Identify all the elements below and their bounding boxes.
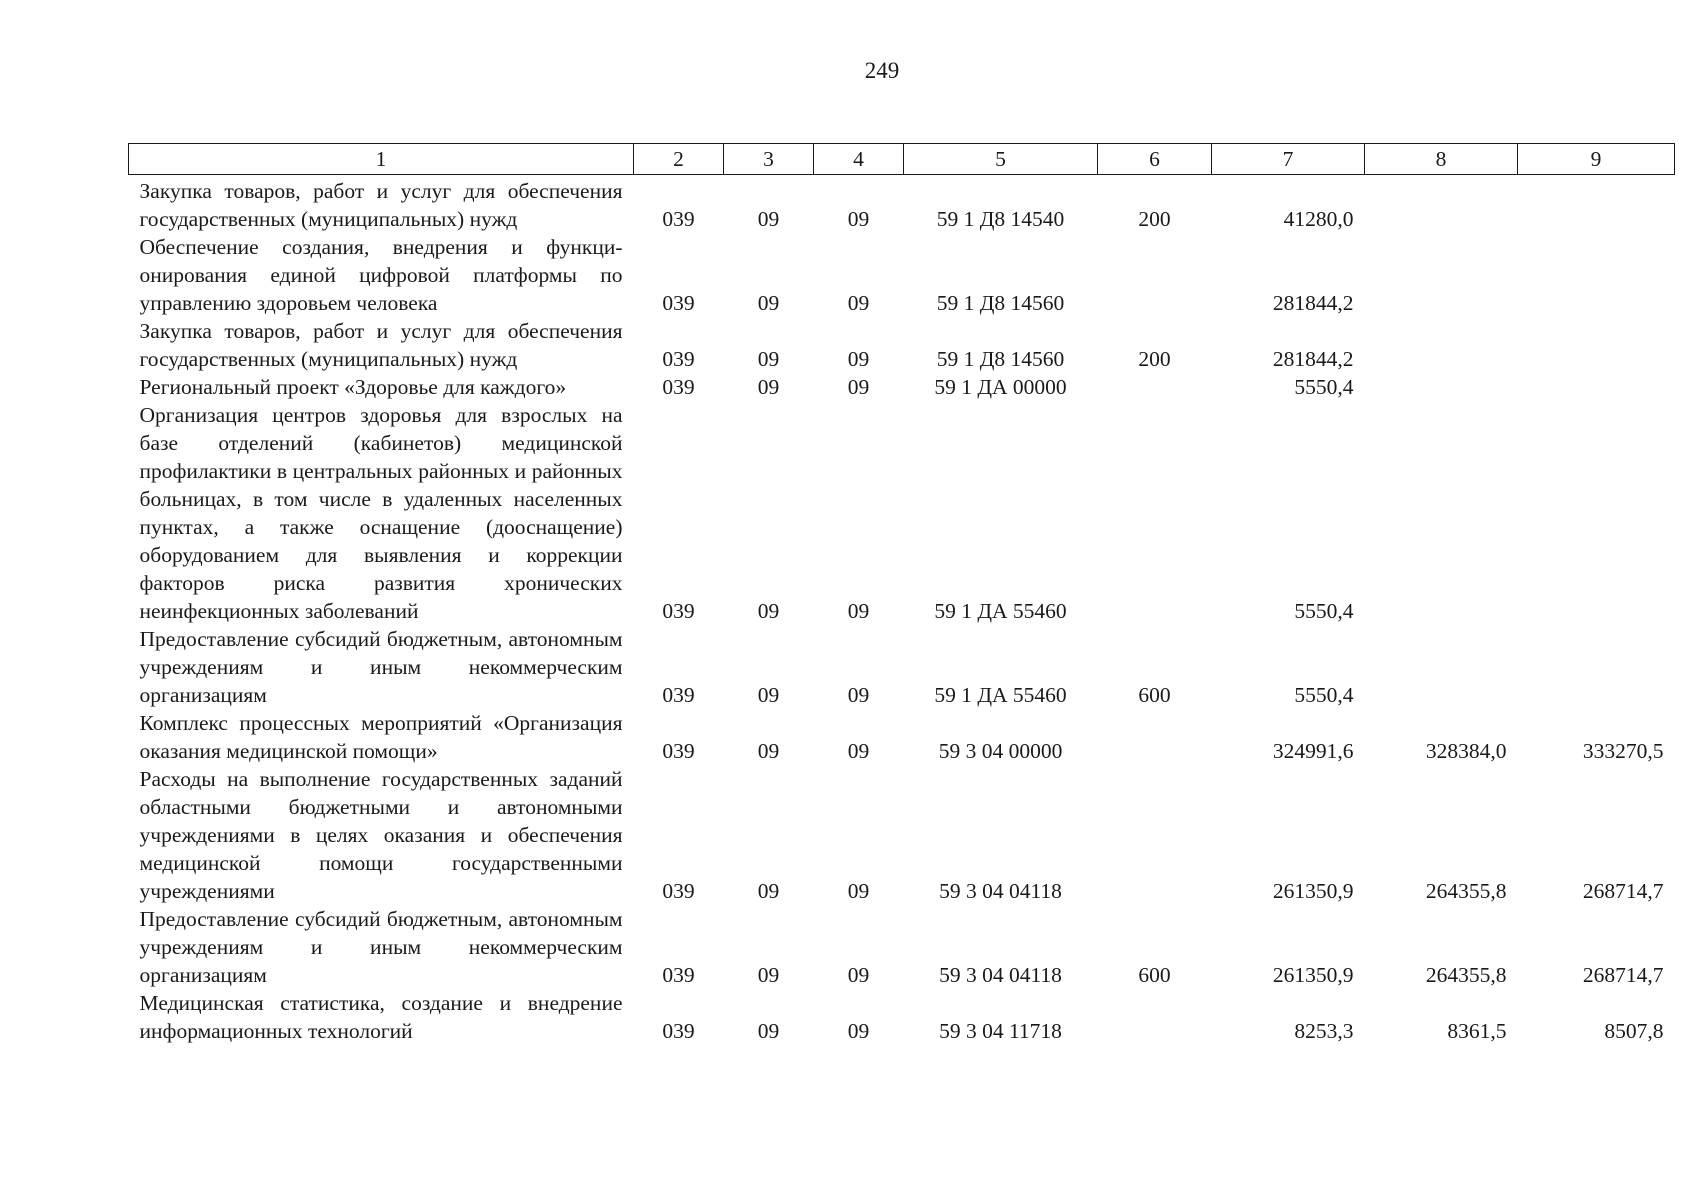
target-article-cell: 59 3 04 04118: [939, 879, 1062, 903]
expense-type-cell: [1098, 765, 1212, 905]
ministry-code-cell: 039: [662, 963, 695, 987]
amount-cell: [1518, 373, 1675, 401]
amount-cell: [1518, 233, 1675, 317]
amount-cell: [1518, 317, 1675, 373]
row-name-cell: Закупка товаров, работ и услуг для обеспечения государственных (муниципальных) нужд: [139, 319, 623, 371]
amount-cell: 268714,7: [1582, 879, 1664, 903]
column-header: 3: [724, 144, 814, 175]
row-name-cell: Обеспечение создания, внедрения и функционирования единой цифровой платформы по управлению здоровьем человека: [139, 235, 623, 315]
target-article-cell: 59 1 ДА 55460: [934, 683, 1067, 707]
target-article-cell: 59 1 Д8 14560: [936, 347, 1065, 371]
table-header: [129, 144, 1675, 175]
column-header: 6: [1098, 144, 1212, 175]
row-name-cell: Медицинская статистика, создание и внедрение информационных технологий: [139, 991, 623, 1043]
target-article-cell: 59 1 Д8 14560: [936, 291, 1065, 315]
amount-cell: 281844,2: [1272, 347, 1354, 371]
table-body: [129, 175, 1675, 1046]
table-row: [129, 175, 1675, 234]
subsection-code-cell: 09: [847, 963, 870, 987]
target-article-cell: 59 3 04 04118: [939, 963, 1062, 987]
ministry-code-cell: 039: [662, 599, 695, 623]
amount-cell: [1365, 625, 1518, 709]
column-header: 5: [904, 144, 1098, 175]
amount-cell: 261350,9: [1272, 879, 1354, 903]
ministry-code-cell: 039: [662, 375, 695, 399]
amount-cell: [1365, 401, 1518, 625]
column-header: 4: [814, 144, 904, 175]
table-row: [129, 765, 1675, 905]
section-code-cell: 09: [757, 879, 780, 903]
expense-type-cell: [1098, 373, 1212, 401]
expense-type-cell: 600: [1138, 683, 1171, 707]
amount-cell: [1365, 317, 1518, 373]
subsection-code-cell: 09: [847, 347, 870, 371]
target-article-cell: 59 3 04 11718: [939, 1019, 1062, 1043]
amount-cell: 268714,7: [1582, 963, 1664, 987]
table-row: [129, 625, 1675, 709]
header-row: [129, 144, 1675, 175]
section-code-cell: 09: [757, 963, 780, 987]
target-article-cell: 59 1 ДА 55460: [934, 599, 1067, 623]
amount-cell: 8253,3: [1294, 1019, 1354, 1043]
expense-type-cell: 200: [1138, 207, 1171, 231]
row-name-cell: Региональный проект «Здоровье для каждого»: [139, 375, 567, 399]
amount-cell: 41280,0: [1283, 207, 1354, 231]
table-row: [129, 233, 1675, 317]
expense-type-cell: [1098, 709, 1212, 765]
table-row: [129, 373, 1675, 401]
expense-type-cell: [1098, 989, 1212, 1045]
table-row: [129, 317, 1675, 373]
amount-cell: 5550,4: [1294, 599, 1354, 623]
ministry-code-cell: 039: [662, 879, 695, 903]
ministry-code-cell: 039: [662, 347, 695, 371]
row-name-cell: Закупка товаров, работ и услуг для обеспечения государственных (муниципальных) нужд: [139, 179, 623, 231]
amount-cell: [1518, 175, 1675, 234]
subsection-code-cell: 09: [847, 739, 870, 763]
table-row: [129, 905, 1675, 989]
row-name-cell: Комплекс процессных мероприятий «Организация оказания медицинской помощи»: [139, 711, 623, 763]
subsection-code-cell: 09: [847, 683, 870, 707]
amount-cell: 261350,9: [1272, 963, 1354, 987]
section-code-cell: 09: [757, 1019, 780, 1043]
amount-cell: [1518, 401, 1675, 625]
ministry-code-cell: 039: [662, 207, 695, 231]
row-name-cell: Организация центров здоровья для взрослых на базе отделений (кабинетов) медицинской профилактики в центральных районных и районных больницах, в том числе в удаленных населенных пунктах, а также оснащение (дооснащение) оборудованием для выявления и коррекции факторов риска развития хронических неинфекционных заболеваний: [139, 403, 623, 623]
amount-cell: 264355,8: [1425, 963, 1507, 987]
row-name-cell: Предоставление субсидий бюджетным, автономным учреждениям и иным некоммерческим организациям: [139, 627, 623, 707]
subsection-code-cell: 09: [847, 375, 870, 399]
section-code-cell: 09: [757, 739, 780, 763]
expense-type-cell: [1098, 401, 1212, 625]
target-article-cell: 59 1 Д8 14540: [936, 207, 1065, 231]
column-header: 9: [1518, 144, 1675, 175]
subsection-code-cell: 09: [847, 879, 870, 903]
subsection-code-cell: 09: [847, 291, 870, 315]
ministry-code-cell: 039: [662, 291, 695, 315]
section-code-cell: 09: [757, 291, 780, 315]
row-name-cell: Предоставление субсидий бюджетным, автономным учреждениям и иным некоммерческим организациям: [139, 907, 623, 987]
amount-cell: [1365, 233, 1518, 317]
section-code-cell: 09: [757, 207, 780, 231]
section-code-cell: 09: [757, 683, 780, 707]
ministry-code-cell: 039: [662, 739, 695, 763]
amount-cell: [1365, 373, 1518, 401]
expense-type-cell: [1098, 233, 1212, 317]
target-article-cell: 59 3 04 00000: [938, 739, 1063, 763]
ministry-code-cell: 039: [662, 683, 695, 707]
amount-cell: 8507,8: [1604, 1019, 1664, 1043]
amount-cell: 5550,4: [1294, 375, 1354, 399]
section-code-cell: 09: [757, 347, 780, 371]
target-article-cell: 59 1 ДА 00000: [934, 375, 1067, 399]
amount-cell: [1518, 625, 1675, 709]
amount-cell: 324991,6: [1272, 739, 1354, 763]
amount-cell: 8361,5: [1447, 1019, 1507, 1043]
page-number: 249: [864, 58, 900, 83]
subsection-code-cell: 09: [847, 1019, 870, 1043]
column-header: 7: [1212, 144, 1365, 175]
amount-cell: [1365, 175, 1518, 234]
amount-cell: 333270,5: [1582, 739, 1664, 763]
amount-cell: 328384,0: [1425, 739, 1507, 763]
subsection-code-cell: 09: [847, 599, 870, 623]
expense-type-cell: 200: [1138, 347, 1171, 371]
budget-table: [128, 143, 1675, 1045]
column-header: 1: [129, 144, 634, 175]
row-name-cell: Расходы на выполнение государственных заданий областными бюджетными и автономными учреждениями в целях оказания и обеспечения медицинской помощи государственными учреждениями: [139, 767, 623, 903]
section-code-cell: 09: [757, 599, 780, 623]
ministry-code-cell: 039: [662, 1019, 695, 1043]
column-header: 8: [1365, 144, 1518, 175]
expense-type-cell: 600: [1138, 963, 1171, 987]
amount-cell: 264355,8: [1425, 879, 1507, 903]
table-row: [129, 709, 1675, 765]
section-code-cell: 09: [757, 375, 780, 399]
subsection-code-cell: 09: [847, 207, 870, 231]
amount-cell: 5550,4: [1294, 683, 1354, 707]
column-header: 2: [634, 144, 724, 175]
amount-cell: 281844,2: [1272, 291, 1354, 315]
table-row: [129, 989, 1675, 1045]
table-row: [129, 401, 1675, 625]
